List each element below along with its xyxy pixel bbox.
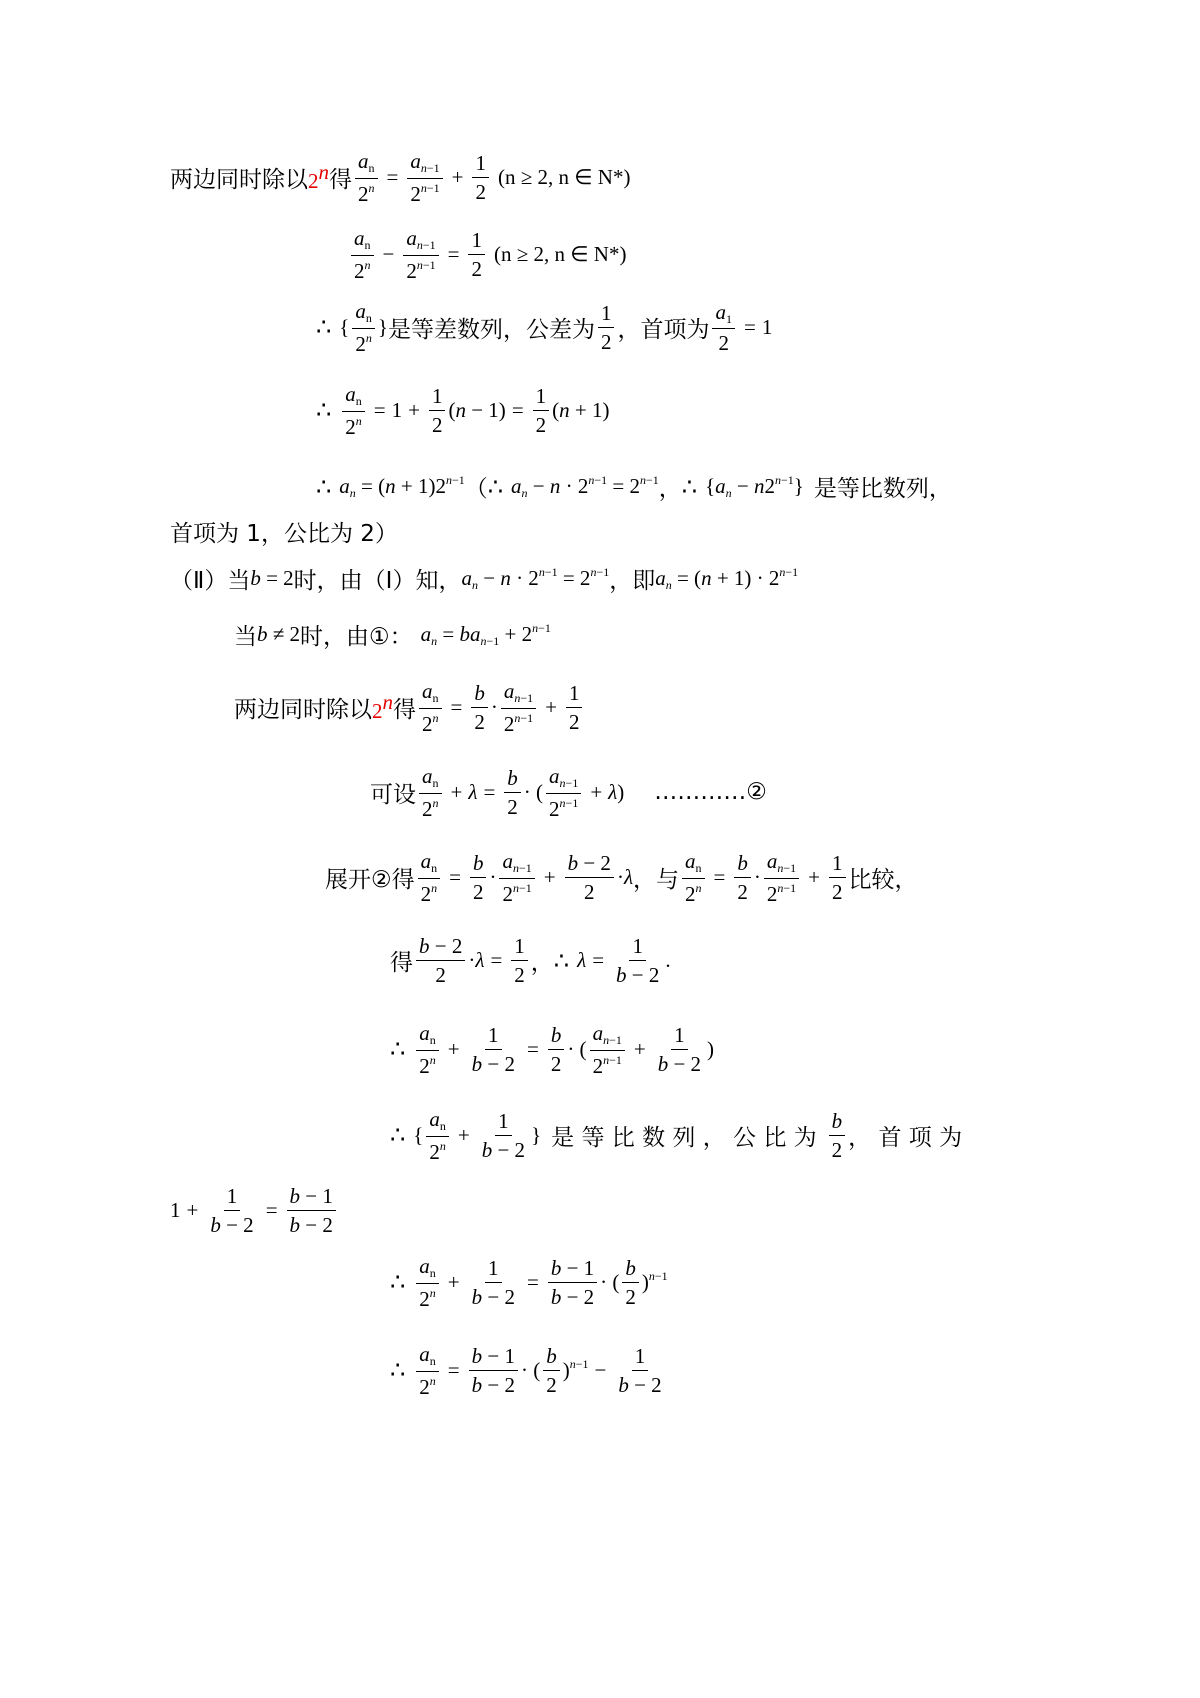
- text-de2: 得: [390, 950, 413, 977]
- text-first1-ratio2: 首项为 1，公比为 2）: [170, 521, 398, 547]
- frac-half: $\frac{1}{2}$: [472, 152, 489, 203]
- condition: (n ≥ 2, n ∈ N*): [497, 164, 631, 189]
- eq-line-13: ∴ $\frac{a_n}{2^n}$ + $\frac{1}{b - 2}$ = $\frac{b}{2}$ · ( $\frac{a_{n-1}}{2^{n-1}}$ + $\frac{1}{b - 2}$ ): [390, 1021, 715, 1078]
- eq-line-5: ∴ $a_n = (n + 1)2^{n-1}$ （ ∴ $a_n - n \cdot 2^{n-1} = 2^{n-1}$ ， ∴ $\{a_n - n2^{n-1}\}$ 是等比数列，: [316, 470, 952, 503]
- eq-line-11: 展开②得 $\frac{a_n}{2^n}$ = $\frac{b}{2}$ · $\frac{a_{n-1}}{2^{n-1}}$ + $\frac{b - 2}{2}$ · λ ，与 $\frac{a_n}{2^n}$ = $\frac{b}{2}$ · $\frac{a_{n-1}}{2^{n-1}}$ + $\frac{1}{2}$ 比较，: [325, 849, 918, 906]
- text-is-geo: 是等比数列，: [813, 476, 952, 502]
- eq-line-8: 当 b ≠ 2 时，由①： $a_n = ba_{n-1} + 2^{n-1}$: [234, 618, 551, 651]
- eq-line-4: ∴ $\frac{a_n}{2^n}$ = 1 + $\frac{1}{2}$ (n − 1) = $\frac{1}{2}$ (n + 1): [316, 382, 610, 439]
- eq-line-15: 1 + $\frac{1}{b - 2}$ = $\frac{b - 1}{b - 2}$: [170, 1185, 339, 1236]
- text-first-spaced: ， 首 项 为: [848, 1124, 963, 1151]
- eq-line-10: 可设 $\frac{a_n}{2^n}$ + λ = $\frac{b}{2}$ · ( $\frac{a_{n-1}}{2^{n-1}}$ + λ ) …………②: [370, 764, 767, 821]
- text-bijiao: 比较，: [848, 866, 918, 893]
- text-kesha: 可设: [370, 781, 416, 808]
- eq-line-3: ∴ { $\frac{a_n}{2^n}$ } 是等差数列，公差为 $\frac{1}{2}$ ，首项为 $\frac{a_1}{2}$ = 1: [316, 299, 773, 356]
- eq-line-16: ∴ $\frac{a_n}{2^n}$ + $\frac{1}{b - 2}$ = $\frac{b - 1}{b - 2}$ · ( $\frac{b}{2}$ )$^{n-1}$: [390, 1254, 668, 1311]
- text-dang: 当: [234, 624, 257, 650]
- therefore-symbol: ∴: [316, 313, 332, 342]
- eq-line-7: （Ⅱ）当 b = 2 时，由（Ⅰ）知， $a_n - n \cdot 2^{n-1} = 2^{n-1}$ ，即 $a_n = (n + 1) \cdot 2^{n-1}$: [170, 562, 798, 595]
- condition-2: (n ≥ 2, n ∈ N*): [493, 241, 627, 266]
- text-lparen: （: [464, 476, 488, 502]
- frac-an-2n: $\frac{a_n}{2^n}$: [355, 150, 378, 205]
- text-is-geo-spaced: 是 等 比 数 列 ， 公 比 为: [551, 1124, 817, 1151]
- eq-line-6: [170, 515, 398, 548]
- divisor-2n: 2$^n$: [308, 160, 329, 194]
- text-is-arith: 是等差数列，公差为: [387, 316, 595, 343]
- eq-line-17: ∴ $\frac{a_n}{2^n}$ = $\frac{b - 1}{b - 2}$ · ( $\frac{b}{2}$ )$^{n-1}$ − $\frac{1}{b - 2}$: [390, 1342, 662, 1399]
- frac-an1-2n1: $\frac{a_{n-1}}{2^{n-1}}$: [407, 150, 442, 205]
- eq-line-12: 得 $\frac{b - 2}{2}$ · λ = $\frac{1}{2}$ ， ∴ λ = $\frac{1}{b - 2}$ .: [390, 934, 671, 988]
- text-comma-2: ，: [530, 950, 554, 977]
- text-shi-you-1: 时，由①：: [300, 624, 413, 650]
- eq-line-14: ∴ { $\frac{a_n}{2^n}$ + $\frac{1}{b - 2}$ } 是 等 比 数 列 ， 公 比 为 $\frac{b}{2}$ ， 首 项 为: [390, 1107, 963, 1164]
- text-de: 得: [329, 166, 352, 193]
- text-comma: ，: [658, 476, 682, 502]
- text-compare-yu: ，与: [633, 866, 680, 893]
- eq-line-1: 两边同时除以 2$^n$ 得 $\frac{a_n}{2^n}$ = $\frac{a_{n-1}}{2^{n-1}}$ + $\frac{1}{2}$ (n ≥ 2, n ∈ N*): [170, 149, 631, 206]
- eq-line-2: $\frac{a_n}{2^n}$ − $\frac{a_{n-1}}{2^{n-1}}$ = $\frac{1}{2}$ (n ≥ 2, n ∈ N*): [348, 227, 626, 282]
- text-div-both: 两边同时除以: [170, 166, 308, 193]
- text-ji: ，即: [609, 568, 656, 594]
- text-dots2: …………②: [654, 779, 767, 806]
- text-expand: 展开②得: [325, 866, 415, 893]
- text-div-both-2: 两边同时除以: [234, 696, 372, 723]
- text-part2: （Ⅱ）当: [170, 568, 251, 594]
- text-shi-you-I: 时，由（Ⅰ）知，: [293, 568, 462, 594]
- text-first-term: ，首项为: [617, 316, 710, 343]
- eq-line-9: 两边同时除以 2$^n$ 得 $\frac{a_n}{2^n}$ = $\frac{b}{2}$ · $\frac{a_{n-1}}{2^{n-1}}$ + $\frac{1}{2}$: [234, 680, 585, 735]
- text-de-2: 得: [393, 696, 416, 723]
- text-period: .: [665, 948, 671, 973]
